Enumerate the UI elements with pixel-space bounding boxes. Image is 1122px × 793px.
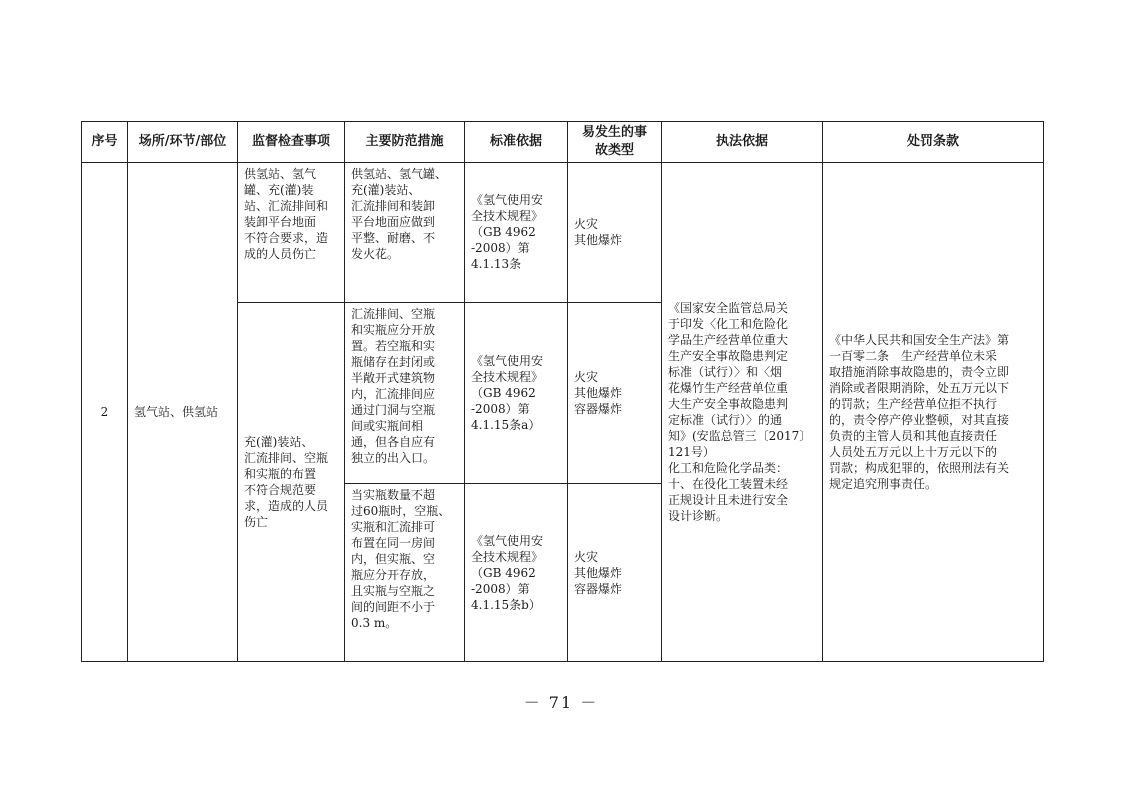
law-basis-cell: 《国家安全监管总局关 于印发〈化工和危险化 学品生产经营单位重大 生产安全事故隐患判定 标准（试行）〉和〈烟 花爆竹生产经营单位重 大生产安全事故隐患判 定标准（试行）〉的通 知》(安监总管三〔2017〕 121号） 化工和危险化学品类： 十、在役化工装置未经 正规设计且未进行安全 设计诊断。 (662, 163, 823, 662)
standard-cell: 《氢气使用安 全技术规程》 （GB 4962 -2008）第 4.1.13条 (465, 163, 568, 303)
measure-cell: 汇流排间、空瓶 和实瓶应分开放 置。若空瓶和实 瓶储存在封闭或 半敞开式建筑物 内，汇流排间应 通过门洞与空瓶 间或实瓶间相 通，但各自应有 独立的出入口。 (345, 302, 465, 484)
standard-cell: 《氢气使用安 全技术规程》 （GB 4962 -2008）第 4.1.15条a） (465, 302, 568, 484)
header-law: 执法依据 (662, 122, 823, 163)
header-penalty: 处罚条款 (823, 122, 1044, 163)
item-cell: 供氢站、氢气 罐、充(灌)装 站、汇流排间和 装卸平台地面 不符合要求，造 成的人员伤亡 (238, 163, 345, 303)
seq-cell: 2 (82, 163, 128, 662)
table-row (82, 163, 1044, 303)
place-cell: 氢气站、供氢站 (128, 163, 238, 662)
page-number: － 71 － (523, 693, 599, 712)
measure-cell: 当实瓶数量不超 过60瓶时，空瓶、 实瓶和汇流排可 布置在同一房间 内，但实瓶、空 瓶应分开存放， 且实瓶与空瓶之 间的间距不小于 0.3 m。 (345, 484, 465, 662)
header-seq: 序号 (82, 122, 128, 163)
header-item: 监督检查事项 (238, 122, 345, 163)
penalty-cell: 《中华人民共和国安全生产法》第 一百零二条 生产经营单位未采 取措施消除事故隐患的，责令立即 消除或者限期消除，处五万元以下 的罚款；生产经营单位拒不执行 的，责令停产停业整顿，对其直接 负责的主管人员和其他直接责任 人员处五万元以上十万元以下的 罚款；构成犯罪的，依照刑法有关 规定追究刑事责任。 (823, 163, 1044, 662)
accident-cell: 火灾 其他爆炸 (568, 163, 662, 303)
measure-cell: 供氢站、氢气罐、 充(灌)装站、 汇流排间和装卸 平台地面应做到 平整、耐磨、不 发火花。 (345, 163, 465, 303)
header-measure: 主要防范措施 (345, 122, 465, 163)
header-accident: 易发生的事 故类型 (568, 122, 662, 163)
item-cell: 充(灌)装站、 汇流排间、空瓶 和实瓶的布置 不符合规范要 求，造成的人员 伤亡 (238, 302, 345, 661)
header-standard: 标准依据 (465, 122, 568, 163)
accident-cell: 火灾 其他爆炸 容器爆炸 (568, 484, 662, 662)
accident-cell: 火灾 其他爆炸 容器爆炸 (568, 302, 662, 484)
regulation-table (81, 121, 1044, 662)
header-place: 场所/环节/部位 (128, 122, 238, 163)
standard-cell: 《氢气使用安 全技术规程》 （GB 4962 -2008）第 4.1.15条b） (465, 484, 568, 662)
header-row (82, 122, 1044, 163)
